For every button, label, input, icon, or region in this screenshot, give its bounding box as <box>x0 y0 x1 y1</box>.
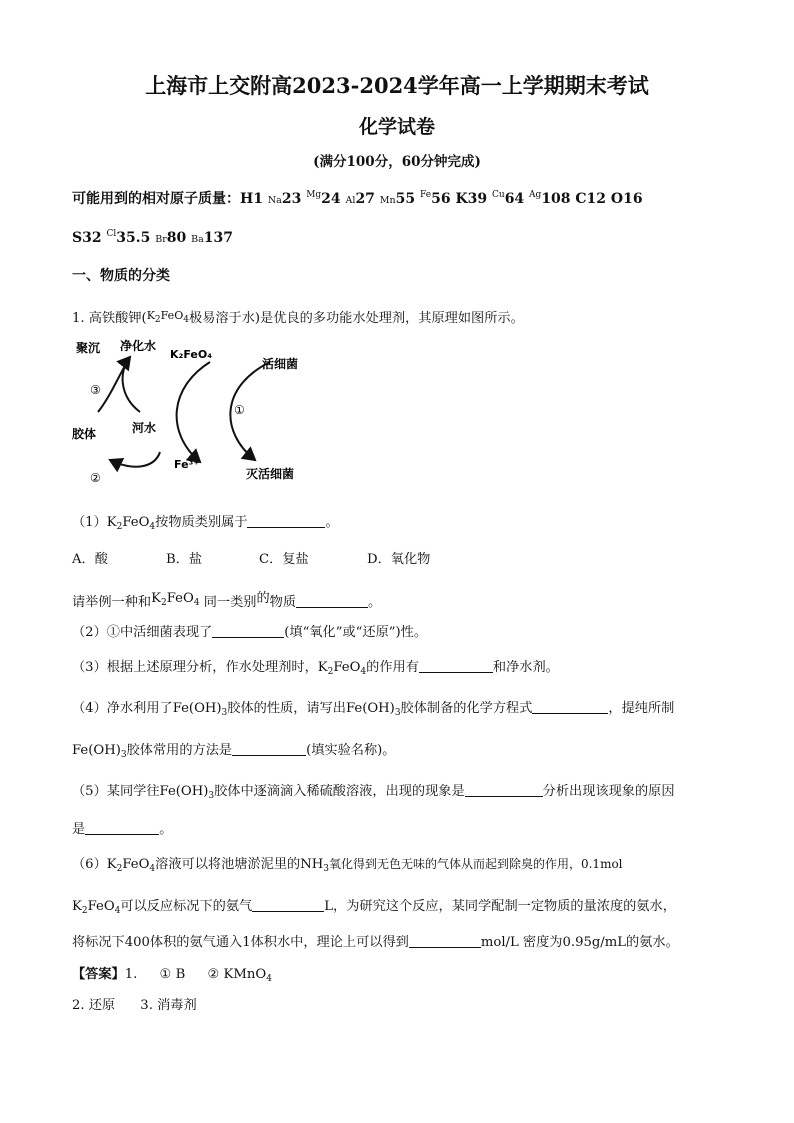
formula-sub: 4 <box>183 315 189 325</box>
question-number: 1. <box>72 311 85 326</box>
sub-number: （6） <box>72 857 107 872</box>
formula-sub: 2 <box>160 598 167 608</box>
diagram-label-fe3: Fe³⁺ <box>174 458 200 471</box>
stem-text: ，提纯所制 <box>608 701 675 716</box>
formula-feoh3 <box>72 743 127 758</box>
element-mass: 23 <box>281 191 302 207</box>
formula-sub: 2 <box>116 522 123 532</box>
element-mass: 64 <box>504 191 525 207</box>
formula-part: K <box>151 591 161 606</box>
stem-text: 的作用有 <box>366 660 419 675</box>
formula-sub: 2 <box>81 906 88 916</box>
formula-k2feo4 <box>146 309 189 325</box>
formula-sub: 2 <box>327 667 334 677</box>
option-b[interactable]: B．盐 <box>166 552 203 567</box>
element-mass: 55 <box>395 191 416 207</box>
score-note: (满分100分，60分钟完成) <box>313 154 481 170</box>
sub-question-6-line-3 <box>72 931 679 950</box>
answer-blank[interactable] <box>409 933 481 948</box>
formula-sub: 4 <box>193 598 200 608</box>
formula-sub: 2 <box>154 315 161 325</box>
formula-k2feo4 <box>107 857 155 872</box>
answer-line-1 <box>72 963 272 984</box>
formula-part: Fe(OH) <box>172 701 222 716</box>
answer-blank[interactable] <box>465 782 543 797</box>
element-symbol: Ba <box>191 234 204 245</box>
diagram-step-1: ① <box>234 403 245 417</box>
question-1-stem <box>72 307 524 326</box>
answer-value: B <box>175 967 186 982</box>
formula-k2feo4 <box>107 515 155 530</box>
element-symbol: Mn <box>379 195 396 206</box>
arrow-river-to-colloid <box>110 452 160 467</box>
stem-text: 分析出现该现象的原因 <box>542 784 675 799</box>
section-heading: 一、物质的分类 <box>72 268 170 284</box>
option-c[interactable]: C．复盐 <box>259 552 309 567</box>
stem-text: L，为研究这个反应，某同学配制一定物质的量浓度的氨水， <box>324 899 676 914</box>
formula-part: NH <box>300 857 324 872</box>
sub-question-4 <box>72 697 674 718</box>
element-symbol: Ag <box>529 190 542 200</box>
stem-text: 按物质类别属于 <box>155 515 248 530</box>
formula-part: FeO <box>122 515 150 530</box>
stem-text: 极易溶于水)是优良的多功能水处理剂，其原理如图所示。 <box>188 311 524 326</box>
answer-blank[interactable] <box>85 820 159 835</box>
formula-feoh3 <box>173 701 228 716</box>
sub-question-1 <box>72 511 339 532</box>
stem-text: 是 <box>72 822 86 837</box>
diagram-label-k2feo4: K₂FeO₄ <box>170 348 213 361</box>
sub-question-6-line-2 <box>72 895 676 916</box>
sub-question-3 <box>72 656 559 677</box>
element-symbol: Cu <box>492 190 505 200</box>
formula-part: FeO <box>122 857 150 872</box>
sub-question-5 <box>72 780 675 801</box>
arrow-colloid-to-water <box>98 357 130 412</box>
element-symbol: Al <box>345 195 356 206</box>
formula-feoh3 <box>160 784 215 799</box>
option-a[interactable]: A．酸 <box>72 552 108 567</box>
element-mass: 80 <box>166 230 187 246</box>
formula-sub: 2 <box>116 864 123 874</box>
element-mass: 24 <box>321 191 341 207</box>
formula-k2feo4 <box>151 591 199 606</box>
stem-text: 同一类别 <box>203 595 257 610</box>
formula-part: K <box>146 309 155 322</box>
diagram-step-2: ② <box>90 471 101 485</box>
stem-text: 请举例一种和 <box>72 595 152 610</box>
formula-sub: 4 <box>266 974 272 984</box>
stem-text: 可以反应标况下的氨气 <box>120 899 253 914</box>
formula-part: Fe(OH) <box>72 743 121 758</box>
formula-part: K <box>72 899 82 914</box>
stem-text: 高铁酸钾( <box>88 311 147 326</box>
atomic-mass-line-1 <box>72 188 643 208</box>
stem-text: 。 <box>368 595 382 610</box>
stem-text: （2）①中活细菌表现了 <box>72 625 213 640</box>
element-symbol: Mg <box>306 190 322 200</box>
answer-blank[interactable] <box>212 623 284 638</box>
answer-circle-1: ① <box>159 967 172 982</box>
stem-text: 将标况下400体积的氨气通入1体积水中，理论上可以得到 <box>72 935 409 950</box>
stem-text: 胶体制备的化学方程式 <box>400 701 533 716</box>
answer-blank[interactable] <box>419 658 493 673</box>
answer-blank[interactable] <box>232 741 306 756</box>
sub-number: （1） <box>72 515 107 530</box>
page-title: 上海市上交附高2023-2024学年高一上学期期末考试 <box>145 73 649 98</box>
answer-number: 1. <box>124 967 138 982</box>
element-mass: 27 <box>355 191 375 207</box>
formula-sub: 3 <box>221 708 228 718</box>
element-mass: S32 <box>72 230 102 246</box>
sub-question-4-line-2 <box>72 739 396 760</box>
diagram-label-colloid: 胶体 <box>72 427 97 441</box>
answer-label: 【答案】 <box>72 967 125 982</box>
stem-text: 。 <box>159 822 173 837</box>
element-symbol: Fe <box>420 190 432 200</box>
formula-k2feo4 <box>72 899 120 914</box>
element-symbol: Cl <box>106 229 117 239</box>
formula-sub: 4 <box>149 864 156 874</box>
element-mass: 108 C12 O16 <box>541 191 643 207</box>
formula-sub: 3 <box>394 708 401 718</box>
formula-part: FeO <box>333 660 361 675</box>
stem-text: (填实验名称)。 <box>306 743 396 758</box>
stem-text: （3）根据上述原理分析，作水处理剂时， <box>72 660 318 675</box>
sub-question-5-line-2 <box>72 818 172 837</box>
option-d[interactable]: D．氧化物 <box>367 552 431 567</box>
diagram-label-river: 河水 <box>132 421 157 435</box>
sub-question-2 <box>72 621 427 640</box>
stem-text: mol/L 密度为0.95g/mL的氨水。 <box>480 935 679 950</box>
formula-sub: 3 <box>323 864 329 874</box>
answer-blank[interactable] <box>296 593 368 608</box>
formula-nh3 <box>300 857 329 872</box>
page-subtitle: 化学试卷 <box>358 116 435 138</box>
formula-part: FeO <box>166 591 194 606</box>
answer-blank[interactable] <box>532 699 608 714</box>
diagram-label-inactive-bacteria: 灭活细菌 <box>246 467 295 481</box>
arrow-k2feo4-to-fe3 <box>177 362 210 462</box>
formula-part: Fe(OH) <box>159 784 209 799</box>
stem-text: 胶体中逐滴滴入稀硫酸溶液，出现的现象是 <box>214 784 465 799</box>
answer-line-2: 2. 还原 3. 消毒剂 <box>72 998 197 1013</box>
formula-part: K <box>317 660 328 675</box>
element-mass: 35.5 <box>116 230 151 246</box>
formula-k2feo4 <box>318 660 366 675</box>
formula-sub: 3 <box>208 791 215 801</box>
element-symbol: Na <box>267 195 282 206</box>
stem-text: 。 <box>325 515 339 530</box>
sub-question-6 <box>72 853 623 874</box>
diagram-label-settle: 聚沉 <box>76 341 101 355</box>
stem-text: 氧化得到无色无味的气体从而起到除臭的作用，0.1mol <box>328 857 623 871</box>
formula-part: K <box>106 515 117 530</box>
stem-text: (填“氧化”或“还原”)性。 <box>284 625 428 640</box>
answer-circle-2: ② <box>207 967 220 982</box>
stem-text: 溶液可以将池塘淤泥里的 <box>155 857 301 872</box>
formula-part: FeO <box>160 309 184 322</box>
formula-sub: 4 <box>114 906 121 916</box>
formula-part: Fe(OH) <box>345 701 395 716</box>
sub-question-1b <box>72 587 381 610</box>
answer-value: KMnO <box>223 967 267 982</box>
element-mass: 56 K39 <box>431 191 488 207</box>
formula-feoh3 <box>346 701 401 716</box>
answer-blank[interactable] <box>252 897 324 912</box>
element-symbol: Br <box>155 234 167 245</box>
stem-text: 的 <box>256 591 270 606</box>
diagram-label-clean-water: 净化水 <box>120 339 157 353</box>
formula-part: FeO <box>87 899 115 914</box>
formula-sub: 4 <box>360 667 367 677</box>
stem-text: 物质 <box>269 595 297 610</box>
atomic-mass-prefix: 可能用到的相对原子质量：H1 <box>72 191 263 207</box>
stem-text: 和净水剂。 <box>492 660 559 675</box>
stem-text: （5）某同学往 <box>72 784 160 799</box>
diagram-label-live-bacteria: 活细菌 <box>262 357 299 371</box>
formula-part: K <box>106 857 117 872</box>
formula-sub: 3 <box>120 750 127 760</box>
stem-text: 胶体的性质，请写出 <box>227 701 346 716</box>
stem-text: （4）净水利用了 <box>72 701 173 716</box>
stem-text: 胶体常用的方法是 <box>126 743 233 758</box>
water-treatment-diagram <box>70 332 330 487</box>
atomic-mass-line-2 <box>72 229 233 246</box>
element-mass: 137 <box>203 230 233 246</box>
answer-blank[interactable] <box>247 513 325 528</box>
formula-sub: 4 <box>149 522 156 532</box>
diagram-step-3: ③ <box>90 383 101 397</box>
